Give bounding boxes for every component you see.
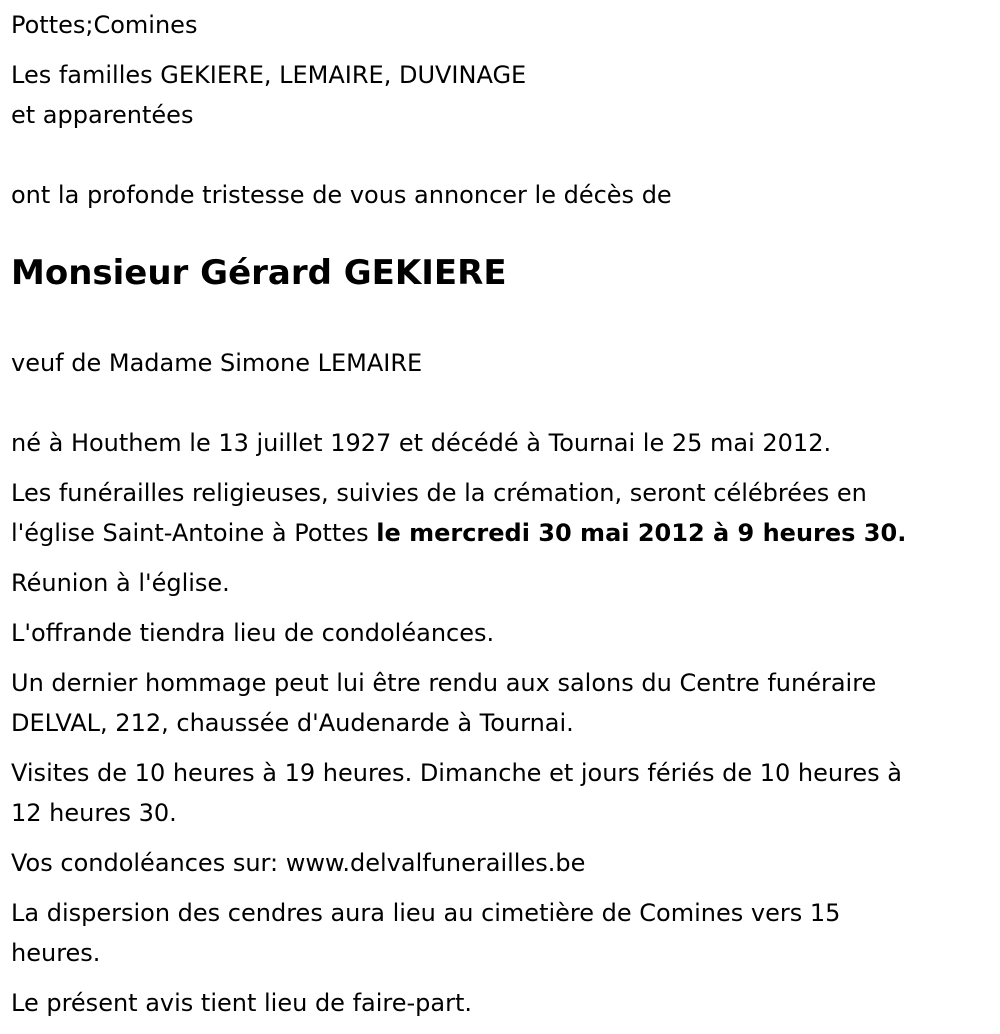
deceased-name: Monsieur Gérard GEKIERE xyxy=(11,253,507,293)
condolences-online: Vos condoléances sur: www.delvalfunerailles.be xyxy=(11,849,586,877)
funeral-date-time: le mercredi 30 mai 2012 à 9 heures 30. xyxy=(376,519,907,547)
tribute-line-1: Un dernier hommage peut lui être rendu aux salons du Centre funéraire xyxy=(11,669,877,697)
ash-scattering-info xyxy=(11,893,991,973)
visits-line-1: Visites de 10 heures à 19 heures. Dimanche et jours fériés de 10 heures à xyxy=(11,759,903,787)
families-line-1: Les familles GEKIERE, LEMAIRE, DUVINAGE xyxy=(11,61,527,89)
families-line-2: et apparentées xyxy=(11,101,194,129)
tribute-info xyxy=(11,663,991,743)
meeting-info: Réunion à l'église. xyxy=(11,569,230,597)
visits-info xyxy=(11,753,991,833)
funeral-line-1: Les funérailles religieuses, suivies de la crémation, seront célébrées en xyxy=(11,479,867,507)
obituary-notice xyxy=(11,5,991,1023)
announcement-text: ont la profonde tristesse de vous annoncer le décès de xyxy=(11,181,672,209)
location-line: Pottes;Comines xyxy=(11,11,198,39)
funeral-line-2-prefix: l'église Saint-Antoine à Pottes xyxy=(11,519,377,547)
ash-line-1: La dispersion des cendres aura lieu au cimetière de Comines vers 15 xyxy=(11,899,841,927)
offering-info: L'offrande tiendra lieu de condoléances. xyxy=(11,619,495,647)
spouse-info: veuf de Madame Simone LEMAIRE xyxy=(11,349,423,377)
ash-line-2: heures. xyxy=(11,939,101,967)
visits-line-2: 12 heures 30. xyxy=(11,799,177,827)
birth-death-info: né à Houthem le 13 juillet 1927 et décédé à Tournai le 25 mai 2012. xyxy=(11,429,832,457)
tribute-line-2: DELVAL, 212, chaussée d'Audenarde à Tournai. xyxy=(11,709,574,737)
funeral-details xyxy=(11,473,991,553)
notice-text: Le présent avis tient lieu de faire-part. xyxy=(11,989,473,1017)
